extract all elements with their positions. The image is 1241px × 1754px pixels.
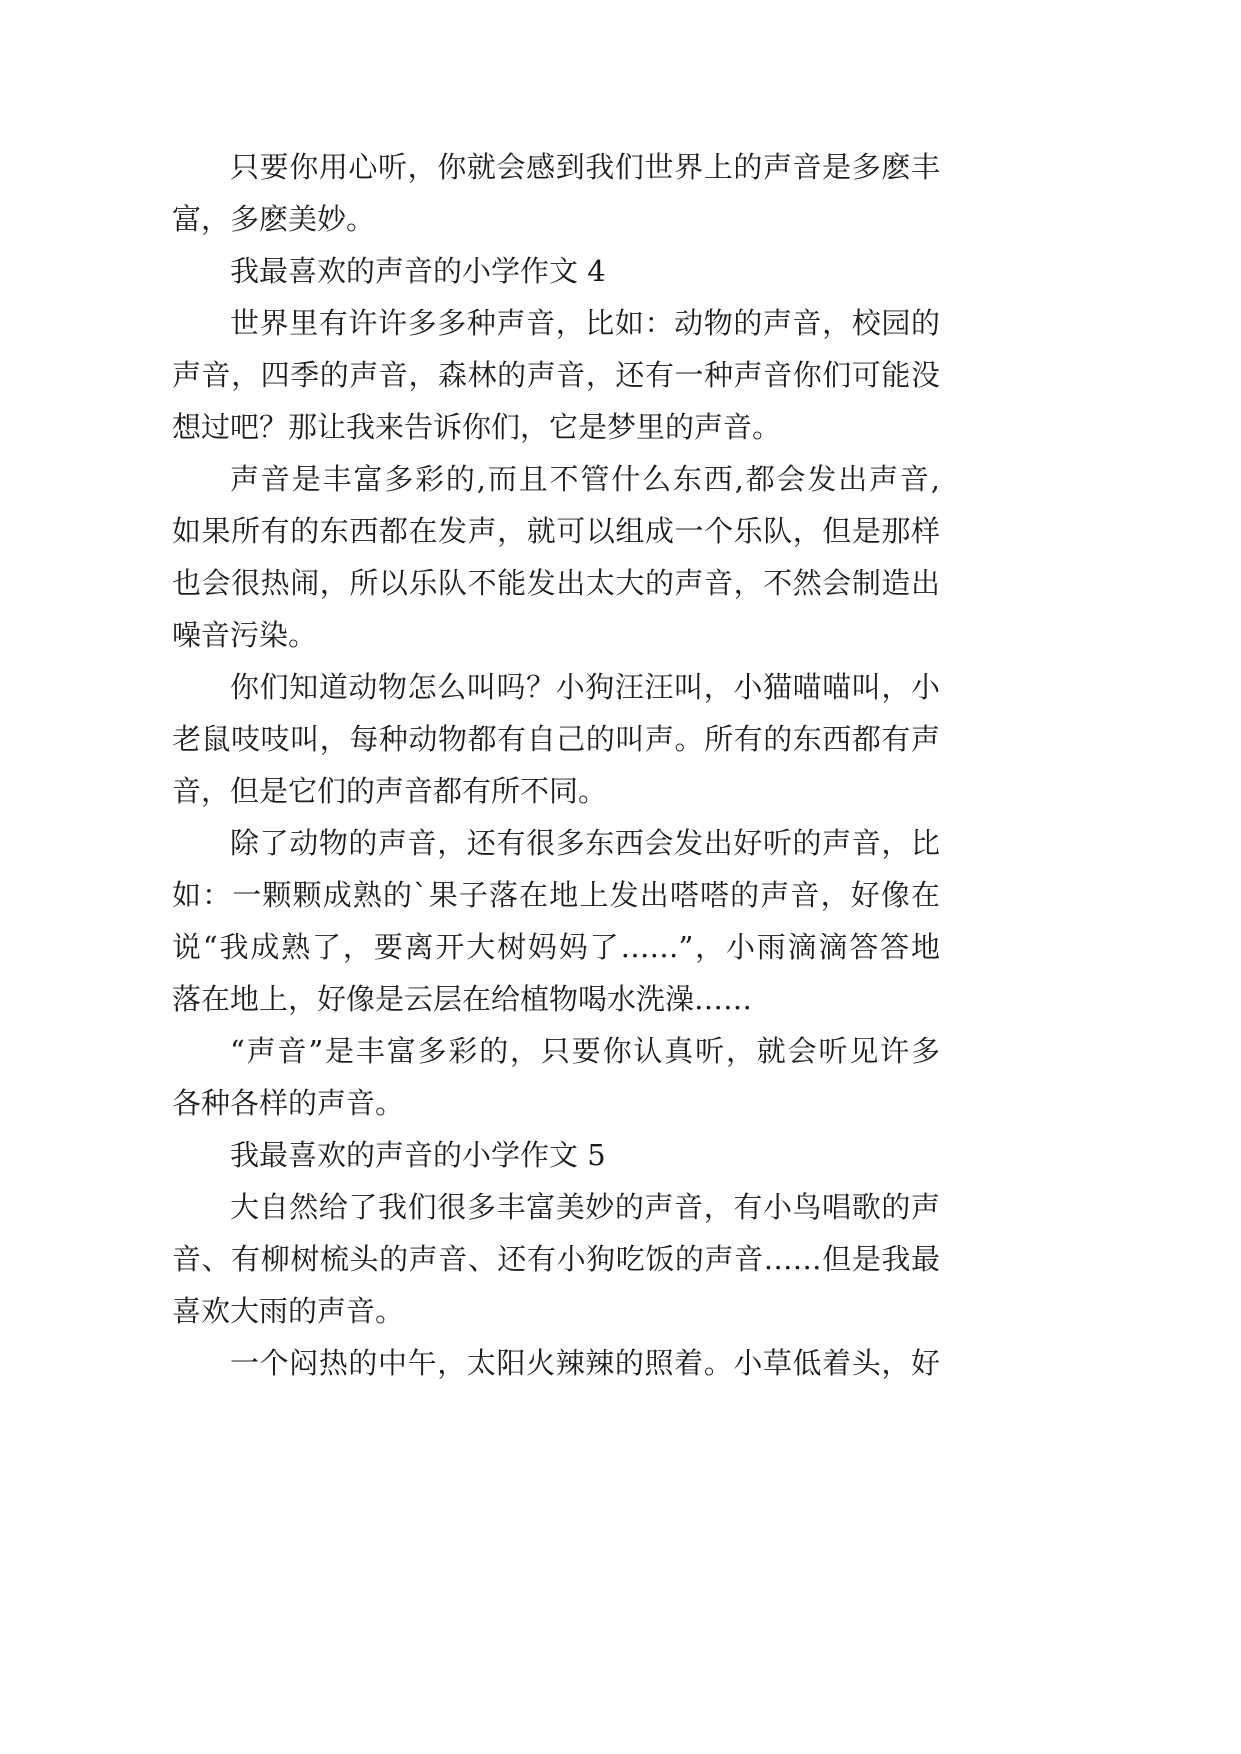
text-line: 想过吧？那让我来告诉你们，它是梦里的声音。 <box>172 410 782 444</box>
text-line: 富，多麽美妙。 <box>172 202 376 236</box>
text-line: 说“我成熟了，要离开大树妈妈了……”，小雨滴滴答答地 <box>172 930 940 964</box>
paragraph <box>172 817 940 1025</box>
document-body <box>172 141 940 1389</box>
text-line: 世界里有许许多多种声音，比如：动物的声音，校园的 <box>230 306 940 340</box>
paragraph <box>172 1181 940 1337</box>
paragraph <box>172 297 940 453</box>
text-line: 音，但是它们的声音都有所不同。 <box>172 774 608 808</box>
paragraph <box>172 661 940 817</box>
text-line: 落在地上，好像是云层在给植物喝水洗澡…… <box>172 982 753 1016</box>
paragraph <box>172 453 940 661</box>
text-line: 如果所有的东西都在发声，就可以组成一个乐队，但是那样 <box>172 514 940 548</box>
paragraph <box>172 1025 940 1129</box>
text-line: 声音，四季的声音，森林的声音，还有一种声音你们可能没 <box>172 358 940 392</box>
text-line: 我最喜欢的声音的小学作文 5 <box>230 1138 606 1172</box>
text-line: 大自然给了我们很多丰富美妙的声音，有小鸟唱歌的声 <box>230 1190 940 1224</box>
text-line: 只要你用心听，你就会感到我们世界上的声音是多麽丰 <box>230 150 940 184</box>
section-heading <box>172 245 940 297</box>
text-line: 各种各样的声音。 <box>172 1086 405 1120</box>
text-line: 一个闷热的中午，太阳火辣辣的照着。小草低着头，好 <box>230 1346 940 1380</box>
text-line: 音、有柳树梳头的声音、还有小狗吃饭的声音……但是我最 <box>172 1242 940 1276</box>
text-line: 你们知道动物怎么叫吗？小狗汪汪叫，小猫喵喵叫，小 <box>230 670 940 704</box>
text-line: 老鼠吱吱叫，每种动物都有自己的叫声。所有的东西都有声 <box>172 722 940 756</box>
text-line: 除了动物的声音，还有很多东西会发出好听的声音，比 <box>230 826 940 860</box>
text-line: 也会很热闹，所以乐队不能发出太大的声音，不然会制造出 <box>172 566 940 600</box>
paragraph <box>172 141 940 245</box>
text-line: 如：一颗颗成熟的`果子落在地上发出嗒嗒的声音，好像在 <box>172 878 940 912</box>
paragraph <box>172 1337 940 1389</box>
text-line: 噪音污染。 <box>172 618 318 652</box>
text-line: 喜欢大雨的声音。 <box>172 1294 405 1328</box>
text-line: “声音”是丰富多彩的，只要你认真听，就会听见许多 <box>230 1034 940 1068</box>
text-line: 我最喜欢的声音的小学作文 4 <box>230 254 606 288</box>
section-heading <box>172 1129 940 1181</box>
text-line: 声音是丰富多彩的,而且不管什么东西,都会发出声音, <box>230 462 940 496</box>
